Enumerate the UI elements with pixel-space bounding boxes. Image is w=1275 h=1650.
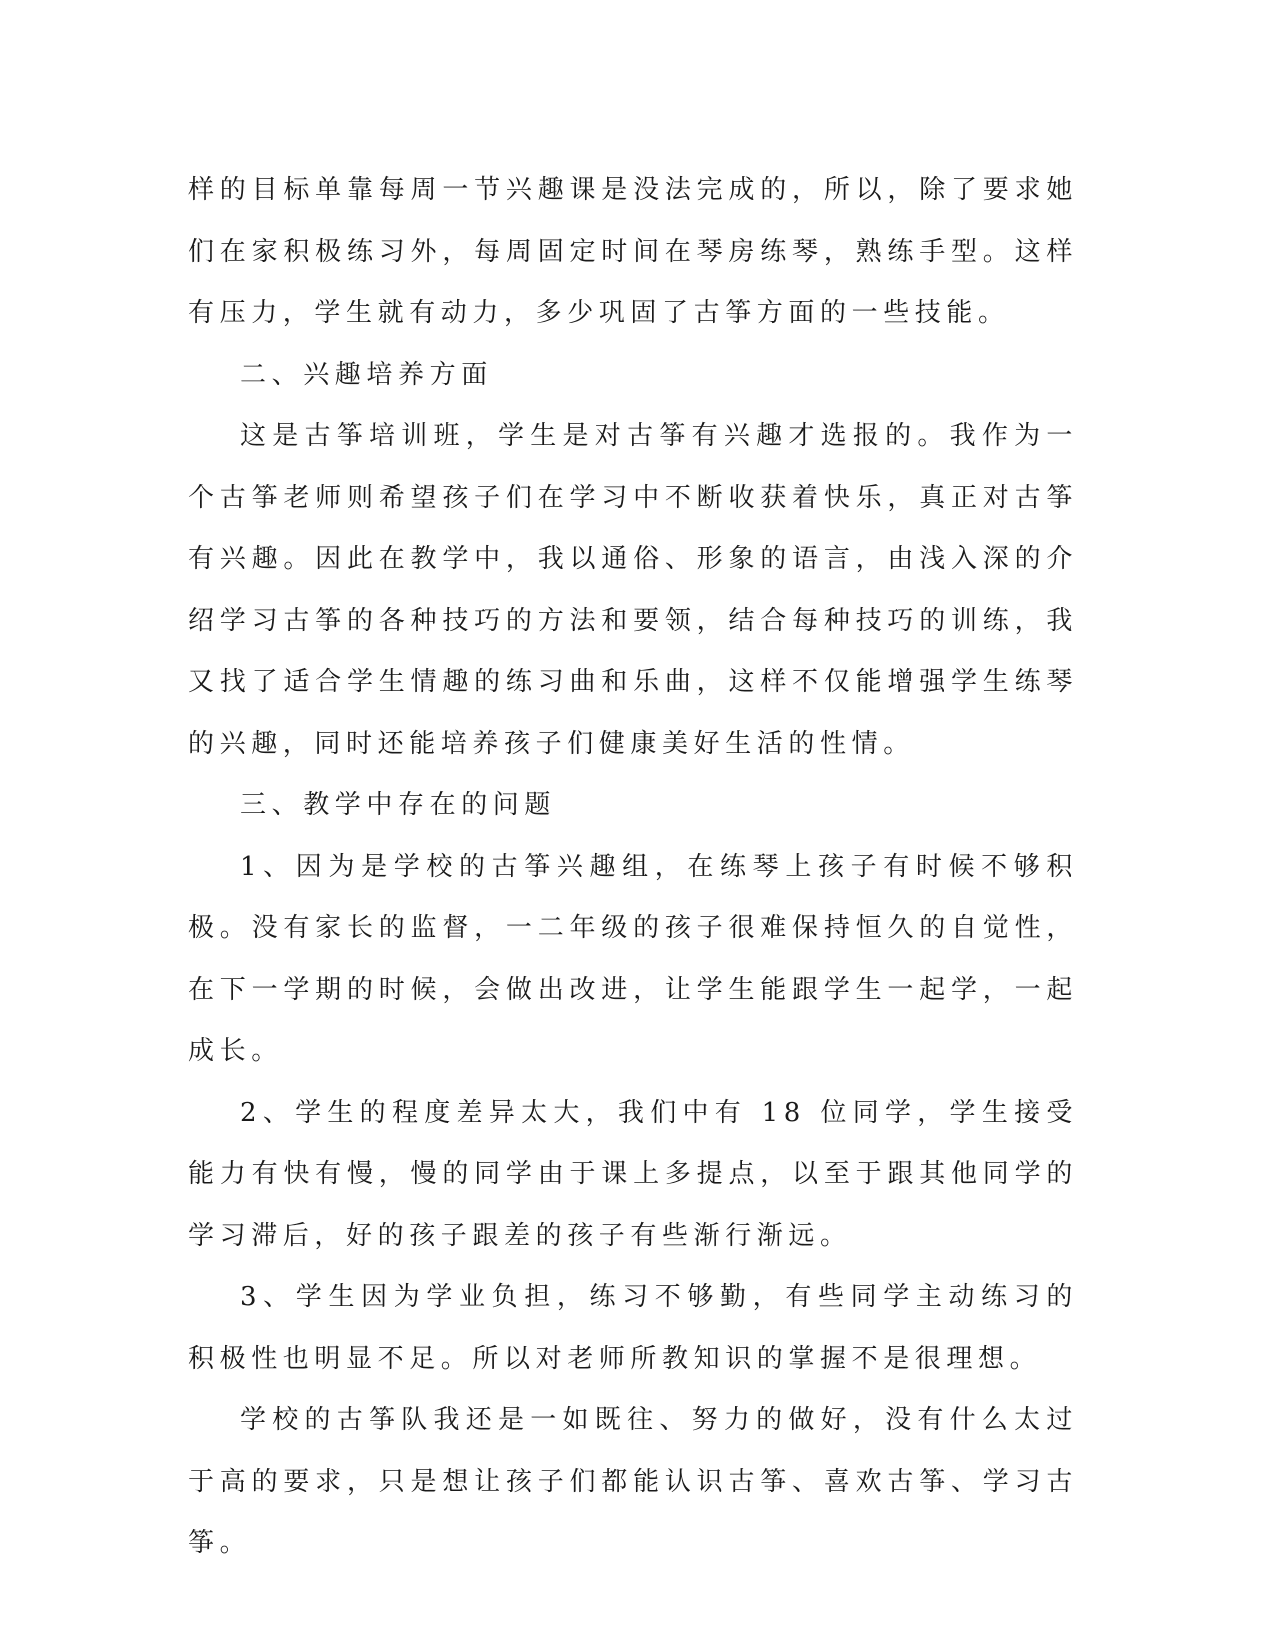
closing-paragraph: 学校的古筝队我还是一如既往、努力的做好，没有什么太过于高的要求，只是想让孩子们都能认识古筝、喜欢古筝、学习古筝。 bbox=[188, 1405, 1078, 1558]
paragraph-continuation: 样的目标单靠每周一节兴趣课是没法完成的，所以，除了要求她们在家积极练习外，每周固定时间在琴房练琴，熟练手型。这样有压力，学生就有动力，多少巩固了古筝方面的一些技能。 bbox=[188, 175, 1078, 328]
section-heading-interest: 二、兴趣培养方面 bbox=[240, 359, 493, 390]
paragraph-interest: 这是古筝培训班，学生是对古筝有兴趣才选报的。我作为一个古筝老师则希望孩子们在学习中不断收获着快乐，真正对古筝有兴趣。因此在教学中，我以通俗、形象的语言，由浅入深的介绍学习古筝的各种技巧的方法和要领，结合每种技巧的训练，我又找了适合学生情趣的练习曲和乐曲，这样不仅能增强学生练琴的兴趣，同时还能培养孩子们健康美好生活的性情。 bbox=[188, 421, 1078, 759]
problem-item-1: 1、因为是学校的古筝兴趣组，在练琴上孩子有时候不够积极。没有家长的监督，一二年级的孩子很难保持恒久的自觉性，在下一学期的时候，会做出改进，让学生能跟学生一起学，一起成长。 bbox=[188, 851, 1078, 1066]
problem-item-2: 2、学生的程度差异太大，我们中有 18 位同学，学生接受能力有快有慢，慢的同学由于课上多提点，以至于跟其他同学的学习滞后，好的孩子跟差的孩子有些渐行渐远。 bbox=[188, 1097, 1078, 1251]
problem-item-3: 3、学生因为学业负担，练习不够勤，有些同学主动练习的积极性也明显不足。所以对老师所教知识的掌握不是很理想。 bbox=[188, 1282, 1078, 1374]
section-heading-problems: 三、教学中存在的问题 bbox=[240, 790, 557, 820]
document-body bbox=[188, 160, 1078, 1575]
